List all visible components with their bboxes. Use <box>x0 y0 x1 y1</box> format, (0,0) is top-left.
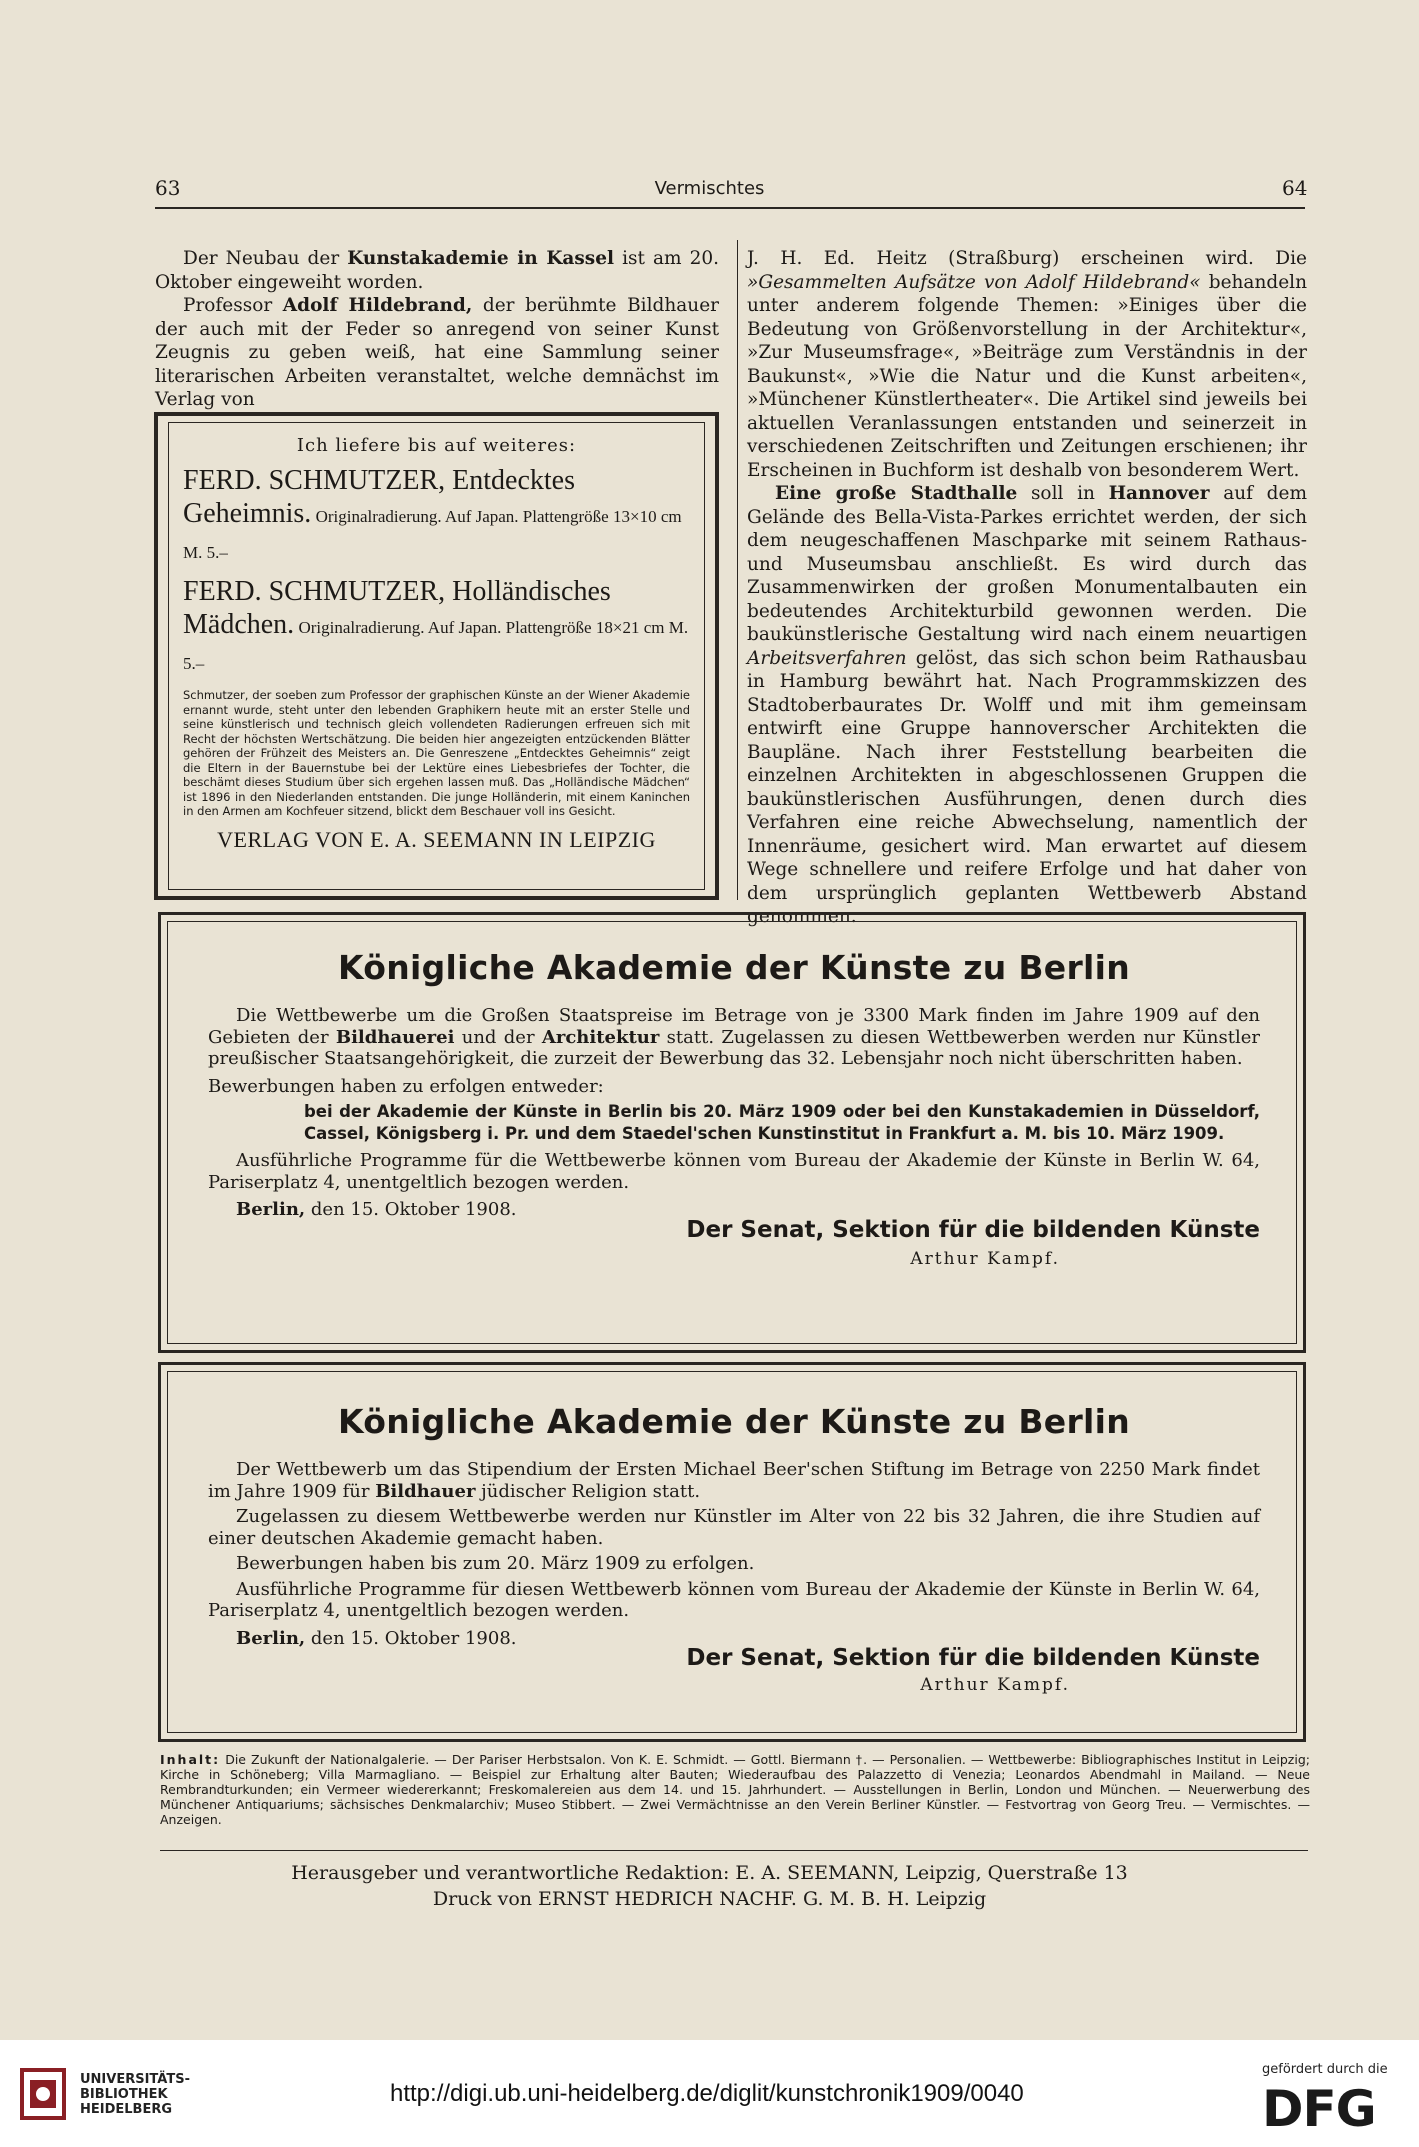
ad-intro: Ich liefere bis auf weiteres: <box>296 435 577 456</box>
notice-1-title: Königliche Akademie der Künste zu Berlin <box>337 948 1131 987</box>
notice-2-paragraph-4: Ausführliche Programme für diesen Wettbewerb können vom Bureau der Akademie der Künste in Berlin W. 64, Pariserplatz 4, unentgeltlich bezogen werden. <box>208 1578 1260 1621</box>
notice-1-paragraph-4: Ausführliche Programme für die Wettbewerbe können vom Bureau der Akademie der Künste in Berlin W. 64, Pariserplatz 4, unentgeltlich bezogen werden. <box>208 1150 1260 1193</box>
library-seal-icon <box>20 2066 66 2122</box>
issue-contents: Inhalt: Die Zukunft der Nationalgalerie. — Der Pariser Herbstsalon. Von K. E. Schmidt. — Gottl. Biermann †. — Personalien. — Wettbewerbe: Bibliographisches Institut in Leipzig; Kirche in Schöneberg; Villa Marmagliano. — Beispiel zur Erhaltung alter Bauten; Wiederaufbau des Palazzetto di Venezia; Leonardos Abendmahl in Mailand. — Neue Rembrandturkunden; ein Vermeer wiedererkannt; Freskomalereien aus dem 14. und 15. Jahrhundert. — Ausstellungen in Berlin, London und München. — Neuerwerbung des Münchener Antiquariums; sächsisches Denkmalarchiv; Museo Stibbert. — Zwei Vermächtnisse an den Verein Berliner Künstler. — Festvortrag von Georg Treu. — Vermischtes. — Anzeigen. <box>160 1752 1310 1827</box>
right-column-text <box>747 247 1307 929</box>
header-rule <box>155 207 1305 209</box>
notice-2-paragraph-3: Bewerbungen haben bis zum 20. März 1909 zu erfolgen. <box>236 1553 755 1574</box>
library-footer-band <box>0 2040 1419 2147</box>
ad-item-2: FERD. SCHMUTZER, Holländisches Mädchen. Originalradierung. Auf Japan. Plattengröße 18×21 cm M. 5.– <box>183 576 689 673</box>
notice-2-senat: Der Senat, Sektion für die bildenden Künste <box>686 1645 1260 1671</box>
notice-2-date: Berlin, den 15. Oktober 1908. <box>236 1627 517 1649</box>
sponsor-label: gefördert durch die <box>1262 2062 1388 2077</box>
imprint-editor: Herausgeber und verantwortliche Redaktion: E. A. SEEMANN, Leipzig, Querstraße 13 <box>291 1862 1128 1884</box>
paragraph-kassel: Der Neubau der Kunstakademie in Kassel ist am 20. Oktober eingeweiht worden. <box>155 248 719 293</box>
notice-2-paragraph-2: Zugelassen zu diesem Wettbewerbe werden nur Künstler im Alter von 22 bis 32 Jahren, die ihre Studien auf einer deutschen Akademie gemacht haben. <box>208 1506 1260 1549</box>
running-title: Vermischtes <box>654 178 765 199</box>
notice-1-paragraph-1: Die Wettbewerbe um die Großen Staatspreise im Betrage von je 3300 Mark finden im Jahre 1909 auf den Gebieten der Bildhauerei und der Architektur statt. Zugelassen zu diesen Wettbewerben werden nur Künstler preußischer Staatsangehörigkeit, die zurzeit der Bewerbung das 32. Lebensjahr noch nicht überschritten haben. <box>208 1005 1261 1069</box>
paragraph-hildebrand: Professor Adolf Hildebrand, der berühmte Bildhauer der auch mit der Feder so anregend von seiner Kunst Zeugnis zu geben weiß, hat eine Sammlung seiner literarischen Arbeiten veranstaltet, welche demnächst im Verlag von <box>155 295 719 410</box>
ad-description: Schmutzer, der soeben zum Professor der graphischen Künste an der Wiener Akademie ernannt wurde, steht unter den lebenden Graphikern heute mit an erster Stelle und seine künstlerisch und technisch gleich vollendeten Radierungen erfreuen sich mit Recht der höchsten Wertschätzung. Die beiden hier angezeigten entzückenden Blätter gehören der Frühzeit des Meisters an. Die Genreszene „Entdecktes Geheimnis“ zeigt die Eltern in der Bauernstube bei der Lektüre eines Liebesbriefes der Tochter, die beschämt dieses Studium über sich ergehen lassen muß. Das „Holländische Mädchen“ ist 1896 in den Niederlanden entstanden. Die junge Holländerin, mit einem Kaninchen in den Armen am Kochfeuer sitzend, blickt dem Beschauer voll ins Gesicht. <box>183 688 690 818</box>
notice-1-senat: Der Senat, Sektion für die bildenden Künste <box>686 1216 1260 1243</box>
library-name: UNIVERSITÄTS- BIBLIOTHEK HEIDELBERG <box>80 2072 190 2117</box>
paragraph-heitz: J. H. Ed. Heitz (Straßburg) erscheinen wird. Die »Gesammelten Aufsätze von Adolf Hildebrand« behandeln unter anderem folgende Themen: »Einiges über die Bedeutung von Größenvorstellung in der Architektur«, »Zur Museumsfrage«, »Beiträge zum Verständnis in der Baukunst«, »Wie die Natur und die Kunst arbeiten«, »Münchener Künstlertheater«. Die Artikel sind jeweils bei aktuellen Veranlassungen entstanden und seinerzeit in verschiedenen Zeitschriften und Zeitungen erschienen; ihr Erscheinen in Buchform ist deshalb von besonderem Wert. <box>747 248 1307 481</box>
notice-2-signature: Arthur Kampf. <box>920 1675 1070 1695</box>
paragraph-stadthalle: Eine große Stadthalle soll in Hannover auf dem Gelände des Bella-Vista-Parkes errichtet werden, der sich dem neugeschaffenen Maschparke mit seinem Rathaus- und Museumsbau anschließt. Es wird durch das Zusammenwirken der großen Monumentalbauten ein bedeutendes Architekturbild gewonnen werden. Die baukünstlerische Gestaltung wird nach einem neuartigen Arbeitsverfahren gelöst, das sich schon beim Rathausbau in Hamburg bewährt hat. Nach Programmskizzen des Stadtoberbaurates Dr. Wolff und mit ihm gemeinsam entwirft eine Gruppe hannoverscher Architekten die Baupläne. Nach ihrer Feststellung bearbeiten die einzelnen Architekten in abgeschlossenen Gruppen die baukünstlerischen Ausführungen, denen durch dies Verfahren eine reiche Abwechselung, namentlich der Innenräume, gesichert wird. Man erwartet auf diesem Wege schnellere und reifere Erfolge und hat daher von dem ursprünglich geplanten Wettbewerb Abstand genommen. <box>747 483 1307 927</box>
notice-1-date: Berlin, den 15. Oktober 1908. <box>236 1199 517 1220</box>
notice-2-title: Königliche Akademie der Künste zu Berlin <box>337 1402 1131 1441</box>
dfg-logo: DFG <box>1262 2080 1376 2138</box>
notice-1-signature: Arthur Kampf. <box>910 1248 1060 1269</box>
ad-publisher: VERLAG VON E. A. SEEMANN IN LEIPZIG <box>217 826 656 852</box>
permalink-url[interactable]: http://digi.ub.uni-heidelberg.de/diglit/kunstchronik1909/0040 <box>390 2080 1024 2107</box>
akademie-notice-2 <box>158 1362 1306 1742</box>
left-column-text <box>155 247 719 412</box>
contents-rule <box>160 1850 1308 1851</box>
notice-2-paragraph-1: Der Wettbewerb um das Stipendium der Ersten Michael Beer'schen Stiftung im Betrage von 2250 Mark findet im Jahre 1909 für Bildhauer jüdischer Religion statt. <box>208 1459 1260 1502</box>
schmutzer-advertisement <box>154 412 719 900</box>
notice-1-paragraph-2: Bewerbungen haben zu erfolgen entweder: <box>208 1075 604 1097</box>
notice-1-deadlines: bei der Akademie der Künste in Berlin bis 20. März 1909 oder bei den Kunstakademien in Düsseldorf, Cassel, Königsberg i. Pr. und dem Staedel'schen Kunstinstitut in Frankfurt a. M. bis 10. März 1909. <box>304 1102 1260 1143</box>
akademie-notice-1 <box>158 912 1306 1353</box>
ad-item-1: FERD. SCHMUTZER, Entdecktes Geheimnis. Originalradierung. Auf Japan. Plattengröße 13×10 cm M. 5.– <box>183 465 682 562</box>
imprint-printer: Druck von ERNST HEDRICH NACHF. G. M. B. H. Leipzig <box>432 1888 987 1910</box>
page-number-left: 63 <box>155 176 181 200</box>
column-divider <box>737 240 738 900</box>
page-number-right: 64 <box>1282 176 1308 200</box>
